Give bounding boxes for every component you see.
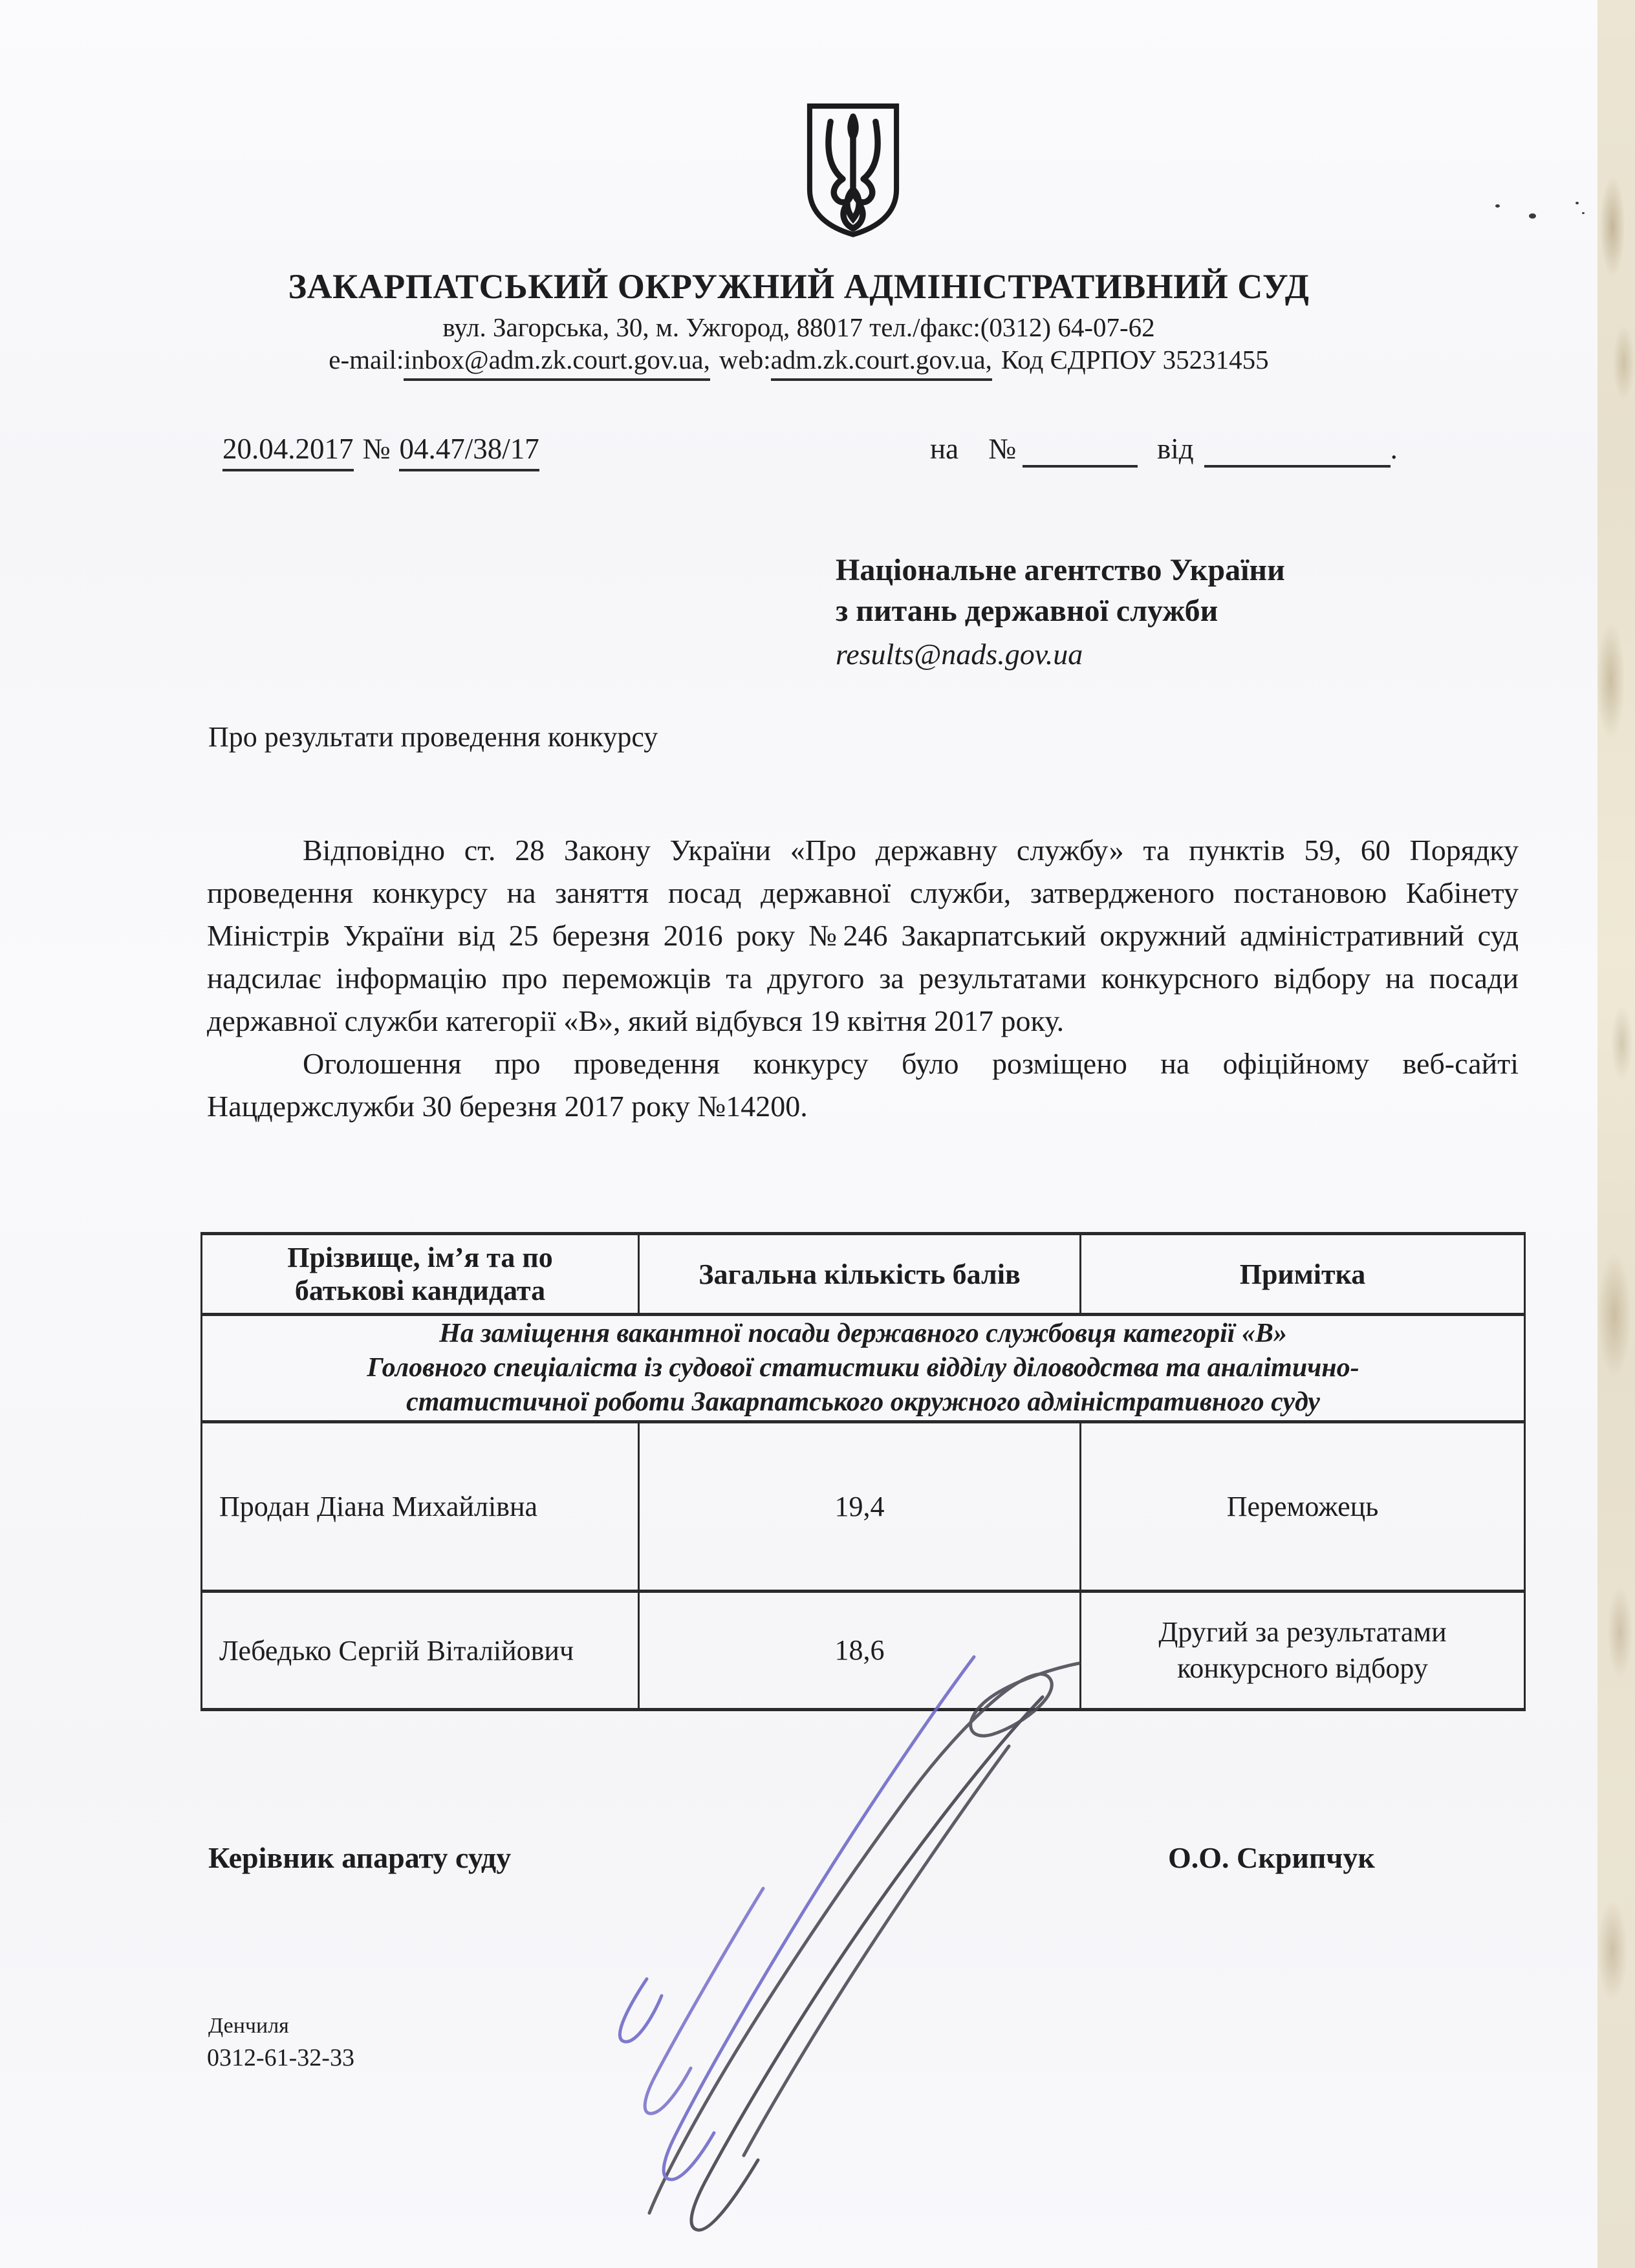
reply-number-blank [1023,465,1138,468]
vacancy-line-1: На заміщення вакантної посади державного службовця категорії «В» [439,1319,1287,1348]
reply-from-label: від [1157,433,1194,465]
email-label: e-mail: [329,345,404,374]
candidate-name: Продан Діана Михайлівна [202,1422,639,1592]
executor-phone: 0312-61-32-33 [207,2044,354,2071]
edrpou-code: Код ЄДРПОУ 35231455 [1001,345,1269,374]
table-header-row [202,1234,1525,1315]
vacancy-description [202,1315,1525,1422]
signer-name: О.О. Скрипчук [1168,1841,1375,1874]
trailing-dot: . [1390,433,1398,465]
letter-date: 20.04.2017 [222,433,354,471]
candidate-note: Другий за результатами конкурсного відбору [1081,1592,1525,1710]
letter-number: 04.47/38/17 [399,433,539,471]
recipient-line2: з питань державної служби [836,594,1218,628]
vacancy-line-2: Головного спеціаліста із судової статистики відділу діловодства та аналітично- [367,1353,1359,1383]
body-paragraph-2: Оголошення про проведення конкурсу було розміщено на офіційному веб-сайті Нацдержслужби 30 березня 2017 року №14200. [207,1047,1519,1123]
vacancy-line-3: статистичної роботи Закарпатського окружного адміністративного суду [406,1387,1320,1417]
email-address: inbox@adm.zk.court.gov.ua, [404,345,709,381]
court-address: вул. Загорська, 30, м. Ужгород, 88017 тел./факс:(0312) 64-07-62 [442,312,1155,342]
number-sign: № [362,433,391,465]
scan-speck [1495,204,1500,208]
letter-body [207,829,1519,1128]
header-candidate: Прізвище, ім’я та по батькові кандидата [202,1234,639,1315]
table-row [202,1592,1525,1710]
reply-on-label: на [930,433,959,465]
table-row [202,1422,1525,1592]
recipient-email: results@nads.gov.ua [836,638,1083,671]
executor-name: Денчиля [208,2014,289,2038]
court-name: ЗАКАРПАТСЬКИЙ ОКРУЖНИЙ АДМІНІСТРАТИВНИЙ СУД [288,267,1310,306]
scan-speck [1575,202,1579,204]
scan-speck [1529,213,1536,219]
web-address: adm.zk.court.gov.ua, [771,345,992,381]
vacancy-row [202,1315,1525,1422]
reply-date-blank [1204,465,1391,468]
candidate-score: 18,6 [639,1592,1081,1710]
recipient-block [836,550,1285,675]
signer-position: Керівник апарату суду [208,1841,512,1874]
header-score: Загальна кількість балів [639,1234,1081,1315]
recipient-line1: Національне агентство України [836,553,1285,587]
candidate-note: Переможець [1081,1422,1525,1592]
scan-speck [1582,212,1585,214]
candidate-name: Лебедько Сергій Віталійович [202,1592,639,1710]
reply-number-sign: № [988,433,1016,465]
court-contacts [0,344,1597,375]
web-label: web: [719,345,771,374]
results-table [200,1232,1526,1711]
header-note: Примітка [1081,1234,1525,1315]
subject-line: Про результати проведення конкурсу [208,721,658,753]
outgoing-reference [222,432,539,466]
candidate-score: 19,4 [639,1422,1081,1592]
body-paragraph-1: Відповідно ст. 28 Закону України «Про державну службу» та пунктів 59, 60 Порядку проведення конкурсу на заняття посад державної служби, затвердженого постановою Кабінету Міністрів України від 25 березня 2016 року №246 Закарпатський окружний адміністративний суд надсилає інформацію про переможців та другого за результатами конкурсного відбору на посади державної служби категорії «В», який відбувся 19 квітня 2017 року. [207,834,1519,1037]
reply-reference [930,432,1398,468]
ukraine-trident-shield-icon [801,101,905,238]
scanner-edge-strip [1597,0,1635,2268]
